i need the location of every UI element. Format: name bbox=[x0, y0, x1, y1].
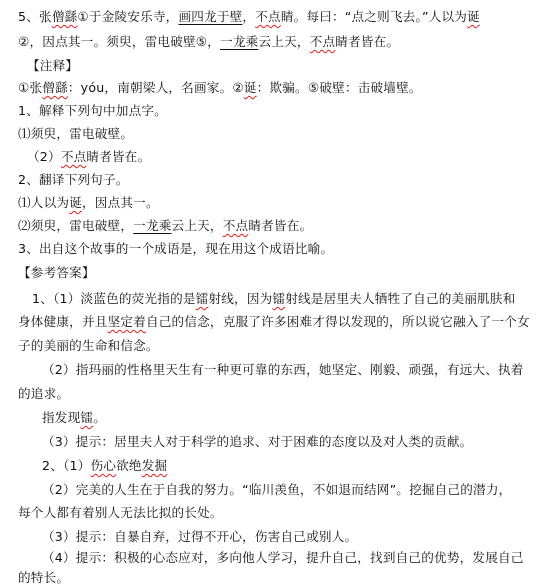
story-line-2: ②，因点其一。须臾，雷电破壁⑤，一龙乘云上天，不点睛者皆在。 bbox=[18, 34, 400, 49]
marked-word: 不点 bbox=[309, 34, 336, 49]
marked-word: 诞 bbox=[243, 80, 257, 95]
marked-word: 坚定着 bbox=[107, 314, 146, 329]
marked-word: 镭 bbox=[80, 410, 94, 425]
answer-1-line-3: 子的美丽的生命和信念。 bbox=[18, 338, 159, 353]
answer-1-line-1: 1、（1）淡蓝色的荧光指的是镭射线，因为镭射线是居里夫人牺牲了自己的美丽肌肤和 bbox=[32, 291, 516, 306]
marked-word: 镭 bbox=[195, 291, 209, 306]
answer-2-line-1: （2）指玛丽的性格里天生有一种更可靠的东西，她坚定、刚毅、顽强，有远大、执着 bbox=[42, 362, 524, 377]
answer-b2-line-2: 每个人都有着别人无法比拟的长处。 bbox=[18, 505, 223, 520]
question-2-item-2: ⑵须臾，雷电破壁，一龙乘云上天，不点睛者皆在。 bbox=[18, 218, 313, 233]
question-2-item-1: ⑴人以为诞，因点其一。 bbox=[18, 195, 159, 210]
marked-word: 诞 bbox=[69, 195, 82, 210]
marked-word: 僧繇 bbox=[42, 80, 68, 95]
question-2: 2、翻译下列句子。 bbox=[18, 172, 129, 187]
marked-word: 不点 bbox=[60, 149, 87, 164]
marked-word: 伤心 bbox=[90, 458, 117, 473]
answer-b3: （3）提示：自暴自弃，过得不开心，伤害自己或别人。 bbox=[42, 529, 358, 544]
answer-b2-line-1: （2）完美的人生在于自我的努力。“临川羡鱼，不如退而结网”。挖掘自己的潜力， bbox=[42, 482, 512, 497]
question-1-item-1: ⑴须臾，雷电破壁。 bbox=[18, 126, 134, 141]
answer-b4-line-2: 的特长。 bbox=[18, 570, 70, 585]
underlined-phrase: 一龙乘 bbox=[133, 218, 172, 233]
marked-word: 镭 bbox=[272, 291, 286, 306]
notes-line: ①张僧繇：yóu，南朝梁人，名画家。②诞：欺骗。⑤破壁：击破墙壁。 bbox=[18, 80, 422, 95]
marked-word: 不点 bbox=[255, 9, 281, 24]
answer-2-line-2: 的追求。 bbox=[18, 386, 70, 401]
story-line-1: 5、张僧繇①于金陵安乐寺，画四龙于壁，不点睛。每曰：“点之则飞去。”人以为诞 bbox=[18, 9, 480, 24]
marked-word: 不点 bbox=[222, 218, 249, 233]
answer-b4-line-1: （4）提示：积极的心态应对，多向他人学习，提升自己，找到自己的优势，发展自己 bbox=[42, 550, 524, 565]
answers-heading: 【参考答案】 bbox=[18, 265, 95, 280]
answer-1-line-2: 身体健康，并且坚定着自己的信念，克服了许多困难才得以发现的，所以说它融入了一个女 bbox=[18, 314, 530, 329]
underlined-phrase: 一龙乘 bbox=[220, 34, 259, 49]
marked-word: 诞 bbox=[467, 9, 480, 24]
marked-word: 僧繇 bbox=[51, 9, 78, 24]
notes-heading: 【注释】 bbox=[27, 58, 79, 73]
question-1: 1、解释下列句中加点字。 bbox=[18, 103, 167, 118]
question-1-item-2: （2）不点睛者皆在。 bbox=[27, 149, 151, 164]
answer-2-line-3: 指发现镭。 bbox=[42, 410, 106, 425]
marked-word: 发掘 bbox=[141, 458, 168, 473]
underlined-phrase: 画四龙于壁 bbox=[178, 9, 243, 24]
answer-b1: 2、（1）伤心欲绝发掘 bbox=[42, 458, 168, 473]
question-3: 3、出自这个故事的一个成语是，现在用这个成语比喻。 bbox=[18, 241, 334, 256]
answer-3: （3）提示：居里夫人对于科学的追求、对于困难的态度以及对人类的贡献。 bbox=[42, 434, 473, 449]
